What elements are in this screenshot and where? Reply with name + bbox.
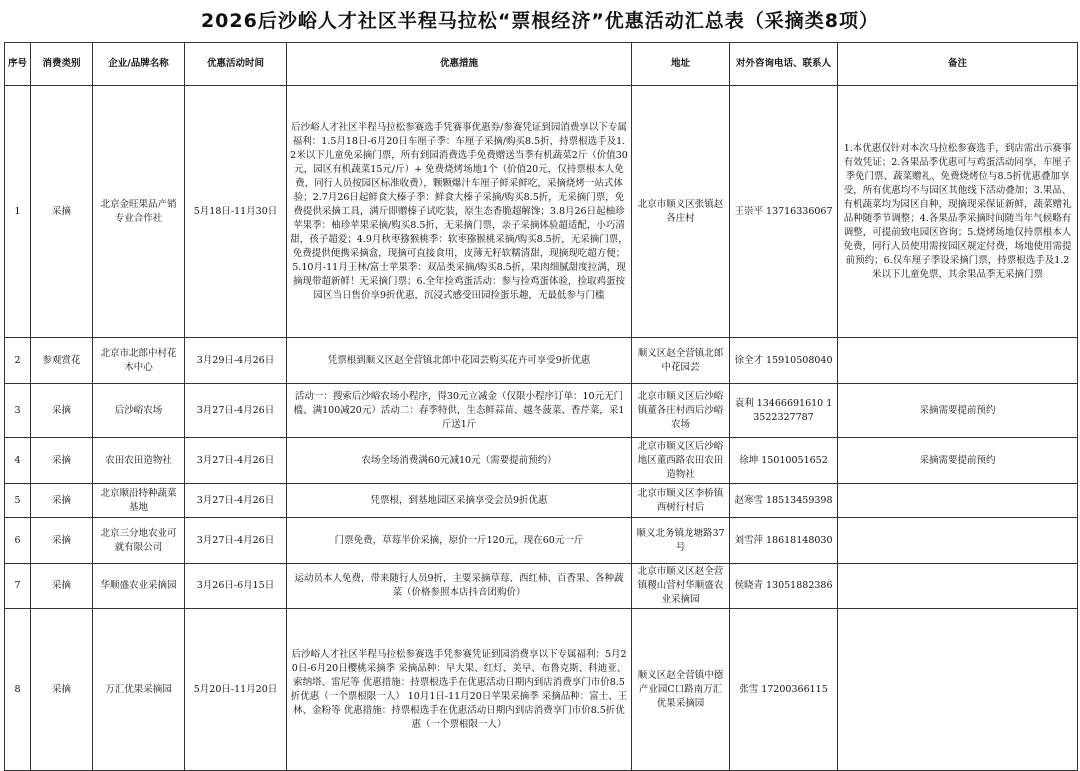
- cell-contact: 徐坤 15010051652: [730, 438, 838, 484]
- cell-notes: 1.本优惠仅针对本次马拉松参赛选手，到店需出示赛事有效凭证；2.各果品季优惠可与鸡蛋活动同享，车厘子季免门票、蔬菜赠礼、免费烧烤位与8.5折优惠叠加享受，所有优惠均不与园区其他线下活动叠加；3.果品、有机蔬菜均为园区自种，现摘现采保证新鲜，蔬菜赠礼品种随季节调整；4.各果品季采摘时间随当年气候略有调整，可提前致电园区咨询；5.烧烤场地仅持票根本人免费，同行人员使用需按园区规定付费，场地使用需提前预约；6.仅车厘子季设采摘门票，持票根选手及1.2米以下儿童免票，其余果品季无采摘门票: [838, 86, 1078, 338]
- cell-contact: 侯晓青 13051882386: [730, 564, 838, 609]
- cell-period: 5月20日-11月20日: [185, 609, 287, 771]
- cell-contact: 刘雪萍 18618148030: [730, 518, 838, 564]
- cell-no: 8: [5, 609, 31, 771]
- cell-period: 3月27日-4月26日: [185, 438, 287, 484]
- header-company: 企业/品牌名称: [93, 43, 185, 86]
- cell-measures: 运动员本人免费，带来随行人员9折，主要采摘草莓、西红柿、百香果、各种蔬菜（价格参照本店抖音团购价）: [287, 564, 632, 609]
- cell-no: 1: [5, 86, 31, 338]
- cell-contact: 王崇平 13716336067: [730, 86, 838, 338]
- cell-measures: 活动一：搜索后沙峪农场小程序，得30元立减金（仅限小程序订单：10元无门槛、满100减20元）活动二：春季特供，生态鲜蒜苗、越冬菠菜、香芹菜，采1斤送1斤: [287, 384, 632, 438]
- cell-no: 5: [5, 484, 31, 518]
- cell-measures: 农场全场消费满60元减10元（需要提前预约）: [287, 438, 632, 484]
- cell-contact: 袁利 13466691610 13522327787: [730, 384, 838, 438]
- cell-category: 采摘: [31, 518, 93, 564]
- cell-notes: [838, 564, 1078, 609]
- cell-period: 3月26日-6月15日: [185, 564, 287, 609]
- table-row: [5, 438, 1078, 484]
- cell-period: 5月18日-11月30日: [185, 86, 287, 338]
- table-row: [5, 384, 1078, 438]
- cell-company: 华顺盛农业采摘园: [93, 564, 185, 609]
- cell-category: 采摘: [31, 609, 93, 771]
- cell-period: 3月27日-4月26日: [185, 484, 287, 518]
- cell-measures: 后沙峪人才社区半程马拉松参赛选手凭赛事优惠券/参赛凭证到园消费享以下专属福利：1.5月18日-6月20日车厘子季：车厘子采摘/购买8.5折，持票根选手及1.2米以下儿童免采摘门票，所有到园消费选手免费赠送当季有机蔬菜2斤（价值30元，园区有机蔬菜15元/斤）+ 免费烧烤场地1个（价值20元，仅持票根本人免费，同行人员按园区标准收费），颗颗爆汁车厘子鲜采鲜吃，采摘烧烤一站式体验；2.7月26日起鲜食大榛子季：鲜食大榛子采摘/购买8.5折，无采摘门票，免费提供采摘工具，满斤即赠榛子试吃装，原生态香脆超解馋；3.8月26日起柚珍苹果季：柚珍苹果采摘/购买8.5折，无采摘门票，亲子采摘体验超适配，小巧清甜，孩子超爱；4.9月秋枣猕猴桃季：软枣猕猴桃采摘/购买8.5折，无采摘门票，免费提供便携采摘盒，现摘可直接食用，皮薄无籽软糯清甜，现摘现吃超方便；5.10月-11月王林/富士苹果季：双品类采摘/购买8.5折，果肉细腻甜度拉满，现摘现带超新鲜！无采摘门票；6.全年捡鸡蛋活动：参与捡鸡蛋体验，捡取鸡蛋按园区当日售价享9折优惠，沉浸式感受田园捡蛋乐趣，无最低参与门槛: [287, 86, 632, 338]
- cell-no: 4: [5, 438, 31, 484]
- cell-address: 顺义区赵全营镇北郎中花园芸: [632, 338, 730, 384]
- cell-company: 北京金旺果品产销专业合作社: [93, 86, 185, 338]
- header-address: 地址: [632, 43, 730, 86]
- cell-measures: 凭票根到顺义区赵全营镇北郎中花园芸购买花卉可享受9折优惠: [287, 338, 632, 384]
- cell-company: 万汇优果采摘园: [93, 609, 185, 771]
- cell-company: 北京市北郎中村花木中心: [93, 338, 185, 384]
- table-row: [5, 86, 1078, 338]
- cell-company: 北京顺沿特种蔬菜基地: [93, 484, 185, 518]
- cell-contact: 徐全才 15910508040: [730, 338, 838, 384]
- table-row: [5, 609, 1078, 771]
- cell-address: 北京市顺义区张镇赵各庄村: [632, 86, 730, 338]
- table-header-row: [5, 43, 1078, 86]
- table-row: [5, 484, 1078, 518]
- table-row: [5, 338, 1078, 384]
- header-period: 优惠活动时间: [185, 43, 287, 86]
- cell-address: 北京市顺义区后沙峪地区董西路农田农田造物社: [632, 438, 730, 484]
- cell-period: 3月27日-4月26日: [185, 384, 287, 438]
- header-notes: 备注: [838, 43, 1078, 86]
- cell-address: 北京市顺义区赵全营镇稷山营村华顺盛农业采摘园: [632, 564, 730, 609]
- cell-company: 农田农田造物社: [93, 438, 185, 484]
- cell-period: 3月27日-4月26日: [185, 518, 287, 564]
- cell-category: 采摘: [31, 484, 93, 518]
- discount-summary-table: [4, 42, 1078, 771]
- header-no: 序号: [5, 43, 31, 86]
- cell-notes: [838, 338, 1078, 384]
- table-row: [5, 564, 1078, 609]
- cell-notes: 采摘需要提前预约: [838, 384, 1078, 438]
- cell-notes: [838, 609, 1078, 771]
- cell-no: 7: [5, 564, 31, 609]
- cell-measures: 凭票根，到基地园区采摘享受会员9折优惠: [287, 484, 632, 518]
- cell-contact: 赵寒雪 18513459398: [730, 484, 838, 518]
- header-measures: 优惠措施: [287, 43, 632, 86]
- cell-notes: [838, 484, 1078, 518]
- cell-address: 北京市顺义区后沙峪镇董各庄村西后沙峪农场: [632, 384, 730, 438]
- cell-category: 采摘: [31, 438, 93, 484]
- cell-address: 顺义北务镇龙塘路37号: [632, 518, 730, 564]
- cell-category: 采摘: [31, 86, 93, 338]
- cell-company: 后沙峪农场: [93, 384, 185, 438]
- cell-no: 2: [5, 338, 31, 384]
- cell-address: 北京市顺义区李桥镇西树行村后: [632, 484, 730, 518]
- document-title: 2026后沙峪人才社区半程马拉松“票根经济”优惠活动汇总表（采摘类8项）: [200, 10, 880, 32]
- header-contact: 对外咨询电话、联系人: [730, 43, 838, 86]
- cell-period: 3月29日-4月26日: [185, 338, 287, 384]
- table-row: [5, 518, 1078, 564]
- cell-address: 顺义区赵全营镇中德产业园C口路南万汇优果采摘园: [632, 609, 730, 771]
- cell-company: 北京三分地农业可就有限公司: [93, 518, 185, 564]
- cell-category: 采摘: [31, 564, 93, 609]
- cell-notes: 采摘需要提前预约: [838, 438, 1078, 484]
- cell-notes: [838, 518, 1078, 564]
- header-category: 消费类别: [31, 43, 93, 86]
- cell-no: 3: [5, 384, 31, 438]
- cell-category: 参观赏花: [31, 338, 93, 384]
- cell-no: 6: [5, 518, 31, 564]
- cell-measures: 后沙峪人才社区半程马拉松参赛选手凭参赛凭证到园消费享以下专属福利：5月20日-6月20日樱桃采摘季 采摘品种：早大果、红灯、美早、布鲁克斯、科迪亚、索纳塔、雷尼等 优惠措施：持票根选手在优惠活动日期内到店消费享门市价8.5折优惠（一个票根限一人） 10月1日-11月20日苹果采摘季 采摘品种：富士、王林、金粉等 优惠措施：持票根选手在优惠活动日期内到店消费享门市价8.5折优惠（一个票根限一人）: [287, 609, 632, 771]
- cell-contact: 张雪 17200366115: [730, 609, 838, 771]
- cell-category: 采摘: [31, 384, 93, 438]
- cell-measures: 门票免费，草莓半价采摘，原价一斤120元，现在60元一斤: [287, 518, 632, 564]
